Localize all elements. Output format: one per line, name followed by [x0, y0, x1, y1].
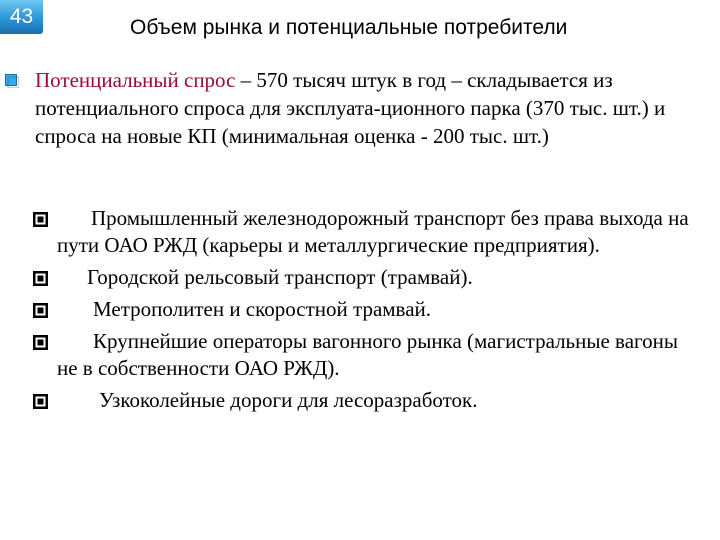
list-item-text: Узкоколейные дороги для лесоразработок.	[99, 388, 478, 412]
list-item	[33, 328, 703, 382]
slide-title: Объем рынка и потенциальные потребители	[130, 16, 568, 39]
list-item-text: Промышленный железнодорожный транспорт без права выхода на пути ОАО РЖД (карьеры и металлургические предприятия).	[57, 206, 689, 257]
checkbox-square-icon	[33, 335, 48, 350]
list-item	[33, 264, 703, 291]
checkbox-square-icon	[33, 271, 48, 286]
checkbox-square-icon	[33, 212, 48, 227]
intro-text: – 570 тысяч штук в год – складывается из потенциального спроса для эксплуата-ционного парка (370 тыс. шт.) и спроса на новые КП (минимальная оценка - 200 тыс. шт.)	[35, 68, 666, 148]
checkbox-square-icon	[5, 74, 19, 88]
intro-paragraph	[35, 66, 675, 150]
list-item	[33, 387, 703, 414]
list-item-text: Городской рельсовый транспорт (трамвай).	[87, 265, 473, 289]
slide-number: 43	[0, 0, 43, 34]
list-item	[33, 205, 703, 259]
list-item-text: Крупнейшие операторы вагонного рынка (магистральные вагоны не в собственности ОАО РЖД).	[57, 329, 678, 380]
checkbox-square-icon	[33, 394, 48, 409]
intro-highlight: Потенциальный спрос	[35, 68, 236, 92]
checkbox-square-icon	[33, 303, 48, 318]
bullet-list	[33, 205, 703, 419]
list-item	[33, 296, 703, 323]
list-item-text: Метрополитен и скоростной трамвай.	[93, 297, 431, 321]
